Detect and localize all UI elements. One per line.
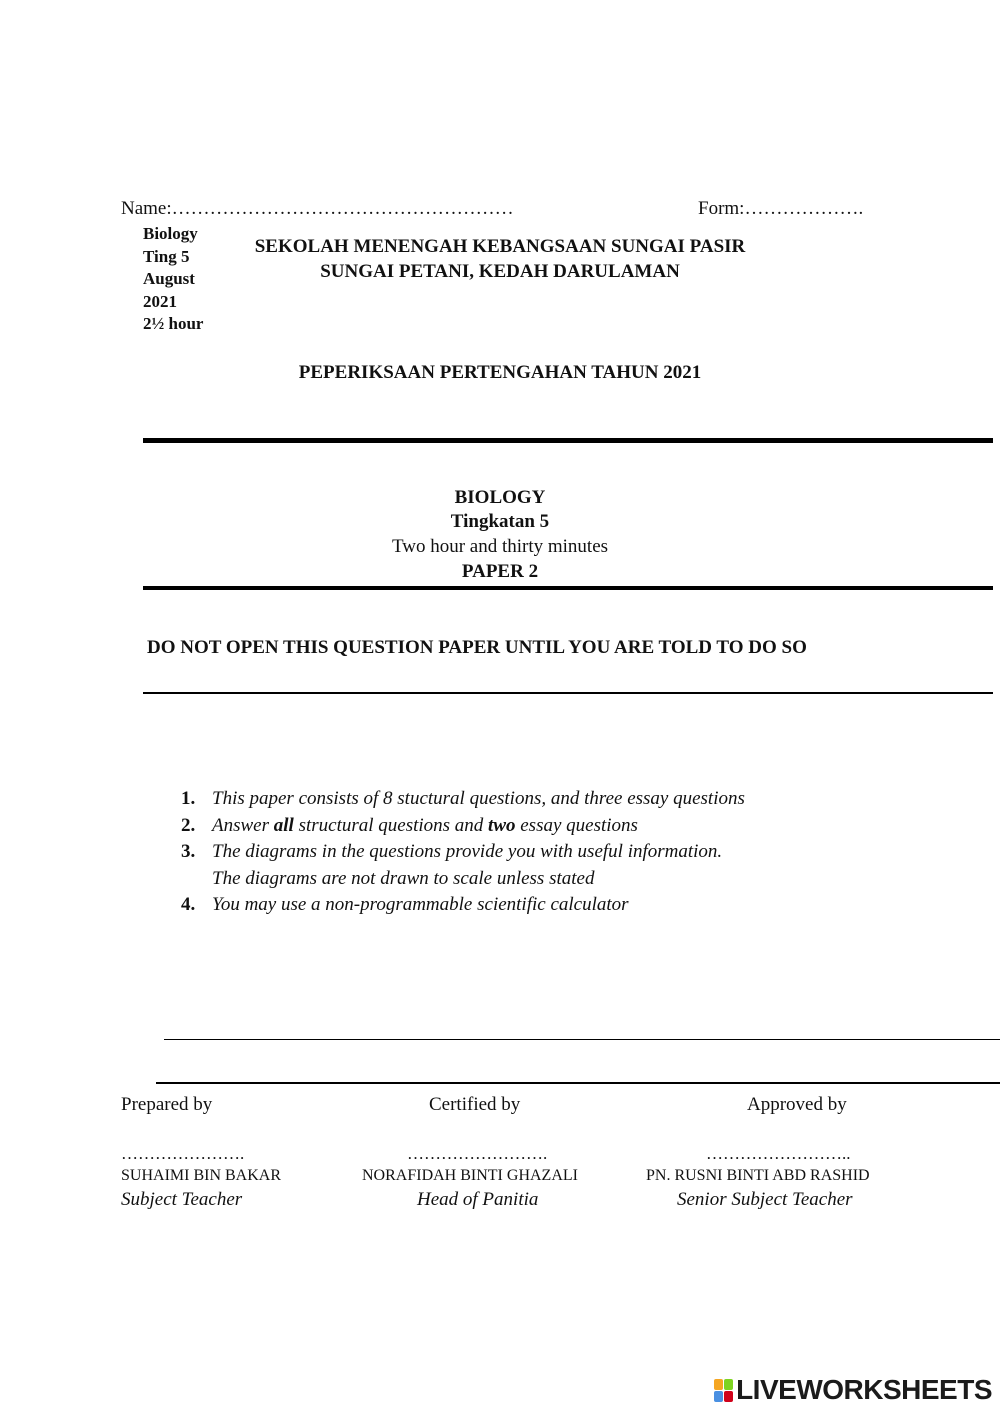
instruction-number: 1. xyxy=(181,788,196,809)
subject-title: BIOLOGY xyxy=(454,487,546,508)
footer-divider xyxy=(156,1082,1000,1084)
instruction-number: 2. xyxy=(181,814,196,836)
approved-by-role: Senior Subject Teacher xyxy=(677,1189,853,1210)
instruction-text: The diagrams are not drawn to scale unless stated xyxy=(212,867,595,889)
duration-label: Two hour and thirty minutes xyxy=(391,536,609,557)
instruction-text xyxy=(212,813,638,840)
exam-title: PEPERIKSAAN PERTENGAHAN TAHUN 2021 xyxy=(298,362,702,383)
certified-by-role: Head of Panitia xyxy=(417,1189,539,1210)
instruction-number: 4. xyxy=(181,894,196,915)
liveworksheets-logo-text: LIVEWORKSHEETS xyxy=(736,1374,992,1405)
instruction-item xyxy=(181,892,745,919)
approved-by-label: Approved by xyxy=(747,1094,847,1115)
instruction-text: This paper consists of 8 stuctural questions, and three essay questions xyxy=(212,788,745,809)
logo-square xyxy=(724,1391,733,1402)
meta-year: 2021 xyxy=(143,291,177,311)
logo-square xyxy=(714,1379,723,1390)
prepared-by-name: SUHAIMI BIN BAKAR xyxy=(121,1167,282,1184)
paper-label: PAPER 2 xyxy=(461,561,539,582)
instructions-list xyxy=(181,786,745,919)
certified-by-label: Certified by xyxy=(429,1094,521,1115)
certified-by-name: NORAFIDAH BINTI GHAZALI xyxy=(362,1167,578,1184)
prepared-signature-line: …………………. xyxy=(121,1144,245,1163)
meta-month: August xyxy=(143,269,195,289)
instruction-text: You may use a non-programmable scientific calculator xyxy=(212,894,629,915)
instruction-item xyxy=(181,839,745,866)
instruction-item xyxy=(181,813,745,840)
logo-square xyxy=(714,1391,723,1402)
meta-duration: 2½ hour xyxy=(143,314,204,334)
school-name: SEKOLAH MENENGAH KEBANGSAAN SUNGAI PASIR xyxy=(254,236,746,257)
instruction-number xyxy=(181,866,212,893)
instruction-text-part: structural questions and xyxy=(293,814,489,836)
instruction-emphasis: two xyxy=(488,814,516,836)
instruction-item xyxy=(181,786,745,813)
prepared-by-role: Subject Teacher xyxy=(121,1189,243,1210)
instruction-text: The diagrams in the questions provide you with useful information. xyxy=(212,841,723,862)
thick-divider-top xyxy=(143,438,993,443)
name-field: Name:……………………………………………… xyxy=(121,198,514,219)
instruction-number: 3. xyxy=(181,841,196,862)
instruction-emphasis: all xyxy=(273,814,294,836)
instruction-text-part: essay questions xyxy=(515,814,638,836)
certified-signature-line: ……………………. xyxy=(407,1144,548,1163)
meta-form: Ting 5 xyxy=(143,246,190,266)
form-field: Form:………………. xyxy=(698,198,864,219)
level-label: Tingkatan 5 xyxy=(450,511,550,532)
approved-by-name: PN. RUSNI BINTI ABD RASHID xyxy=(646,1167,870,1184)
meta-subject: Biology xyxy=(143,224,198,243)
approved-signature-line: …………………….. xyxy=(706,1144,851,1163)
divider-after-warning xyxy=(143,692,993,694)
thick-divider-bottom xyxy=(143,586,993,590)
liveworksheets-logo xyxy=(714,1374,992,1406)
liveworksheets-logo-icon xyxy=(714,1379,733,1402)
instruction-text-part: Answer xyxy=(212,814,274,836)
warning-notice: DO NOT OPEN THIS QUESTION PAPER UNTIL YOU ARE TOLD TO DO SO xyxy=(147,637,807,658)
footer-thin-divider xyxy=(164,1039,1000,1040)
prepared-by-label: Prepared by xyxy=(121,1094,213,1115)
logo-square xyxy=(724,1379,733,1390)
school-location: SUNGAI PETANI, KEDAH DARULAMAN xyxy=(320,261,680,282)
instruction-item xyxy=(181,866,745,893)
